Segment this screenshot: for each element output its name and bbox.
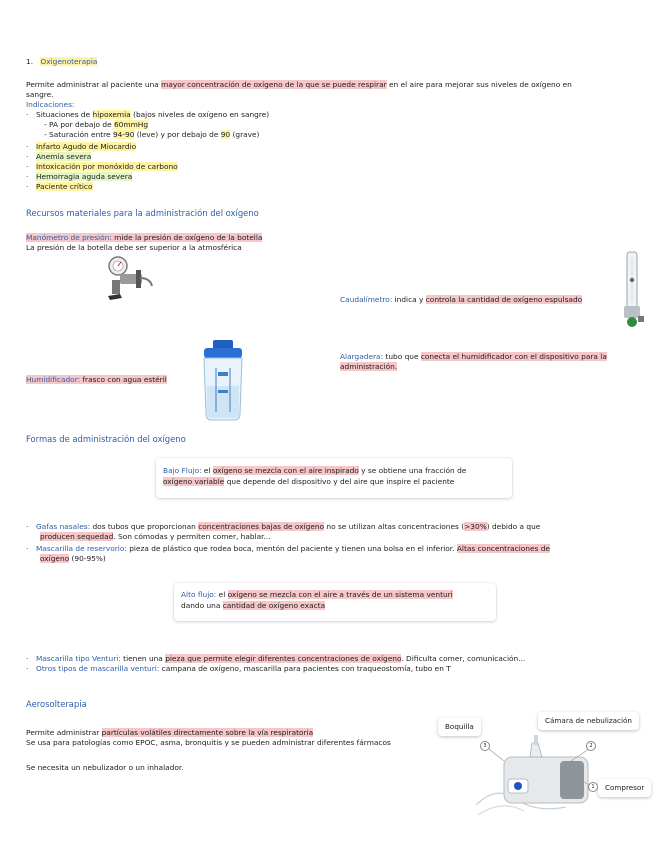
alto-flujo-card: Alto flujo: el oxígeno se mezcla con el aire a través de un sistema venturi dando una cantidad de oxígeno exacta [174, 583, 496, 621]
manometro-image [100, 252, 158, 304]
list-subitem: - PA por debajo de 60mmHg [44, 120, 149, 129]
list-item: · Paciente crítico [26, 182, 93, 191]
callout-number: 1 [588, 782, 598, 792]
indicaciones-label: Indicaciones: [26, 100, 75, 109]
alargadera-line: Alargadera: tubo que conecta el humidificador con el dispositivo para la [340, 352, 607, 361]
camara-label: Cámara de nebulización [538, 712, 639, 730]
intro-paragraph-end: sangre. [26, 90, 54, 99]
aerosol-heading: Aerosolterapia [26, 699, 87, 709]
caudalimetro-line: Caudalímetro: indica y controla la cantidad de oxígeno espulsado [340, 295, 583, 304]
nebulizador-image [474, 735, 600, 825]
section-title: Oxigenoterapia [40, 57, 98, 66]
venturi-line: · Mascarilla tipo Venturi: tienen una pieza que permite elegir diferentes concentraciones de oxígeno. Dificulta comer, comunicación... [26, 654, 526, 663]
aerosol-p3: Se necesita un nebulizador o un inhalador. [26, 763, 184, 772]
recursos-heading: Recursos materiales para la administración del oxígeno [26, 208, 259, 218]
mascarilla-line: · Mascarilla de reservorio: pieza de plástico que rodea boca, mentón del paciente y tienen una bolsa en el inferior. Altas concentraciones de [26, 544, 550, 553]
list-item: · Hemorragia aguda severa [26, 172, 133, 181]
list-subitem: - Saturación entre 94-90 (leve) y por debajo de 90 (grave) [44, 130, 260, 139]
list-item: · Situaciones de hipoxemia (bajos niveles de oxígeno en sangre) [26, 110, 270, 119]
list-item: · Intoxicación por monóxido de carbono [26, 162, 178, 171]
compresor-label: Compresor [598, 779, 651, 797]
callout-number: 3 [480, 741, 490, 751]
caudalimetro-image [620, 250, 646, 330]
section-number: 1. [26, 57, 34, 66]
formas-heading: Formas de administración del oxígeno [26, 434, 186, 444]
humidificador-line: Humidificador: frasco con agua estéril [26, 375, 167, 384]
intro-paragraph: Permite administrar al paciente una mayor concentración de oxígeno de la que se puede respirar en el aire para mejorar sus niveles de oxígeno en [26, 80, 572, 89]
aerosol-p2: Se usa para patologías como EPOC, asma, bronquitis y se pueden administrar diferentes fármacos [26, 738, 391, 747]
boquilla-label: Boquilla [438, 718, 481, 736]
gafas-line-2: producen sequedad. Son cómodas y permiten comer, hablar... [40, 532, 271, 541]
bajo-flujo-card: Bajo Flujo: el oxígeno se mezcla con el aire inspirado y se obtiene una fracción de oxígeno variable que depende del dispositivo y del aire que inspire el paciente [156, 458, 512, 498]
callout-number: 2 [586, 741, 596, 751]
manometro-note: La presión de la botella debe ser superior a la atmosférica [26, 243, 242, 252]
humidificador-image [196, 338, 250, 422]
manometro-line: Manómetro de presión: mide la presión de oxígeno de la botella [26, 233, 263, 242]
list-item: · Infarto Agudo de Miocardio [26, 142, 137, 151]
section-heading [26, 57, 97, 67]
aerosol-p1: Permite administrar partículas volátiles directamente sobre la vía respiratoria [26, 728, 314, 737]
otros-venturi-line: · Otros tipos de mascarilla venturi: campana de oxígeno, mascarilla para pacientes con traqueostomía, tubo en T [26, 664, 451, 673]
gafas-line: · Gafas nasales: dos tubos que proporcionan concentraciones bajas de oxígeno no se utilizan altas concentraciones (>30%) debido a que [26, 522, 541, 531]
alargadera-line-end: administración. [340, 362, 398, 371]
mascarilla-line-2: oxígeno (90-95%) [40, 554, 106, 563]
list-item: · Anemia severa [26, 152, 92, 161]
